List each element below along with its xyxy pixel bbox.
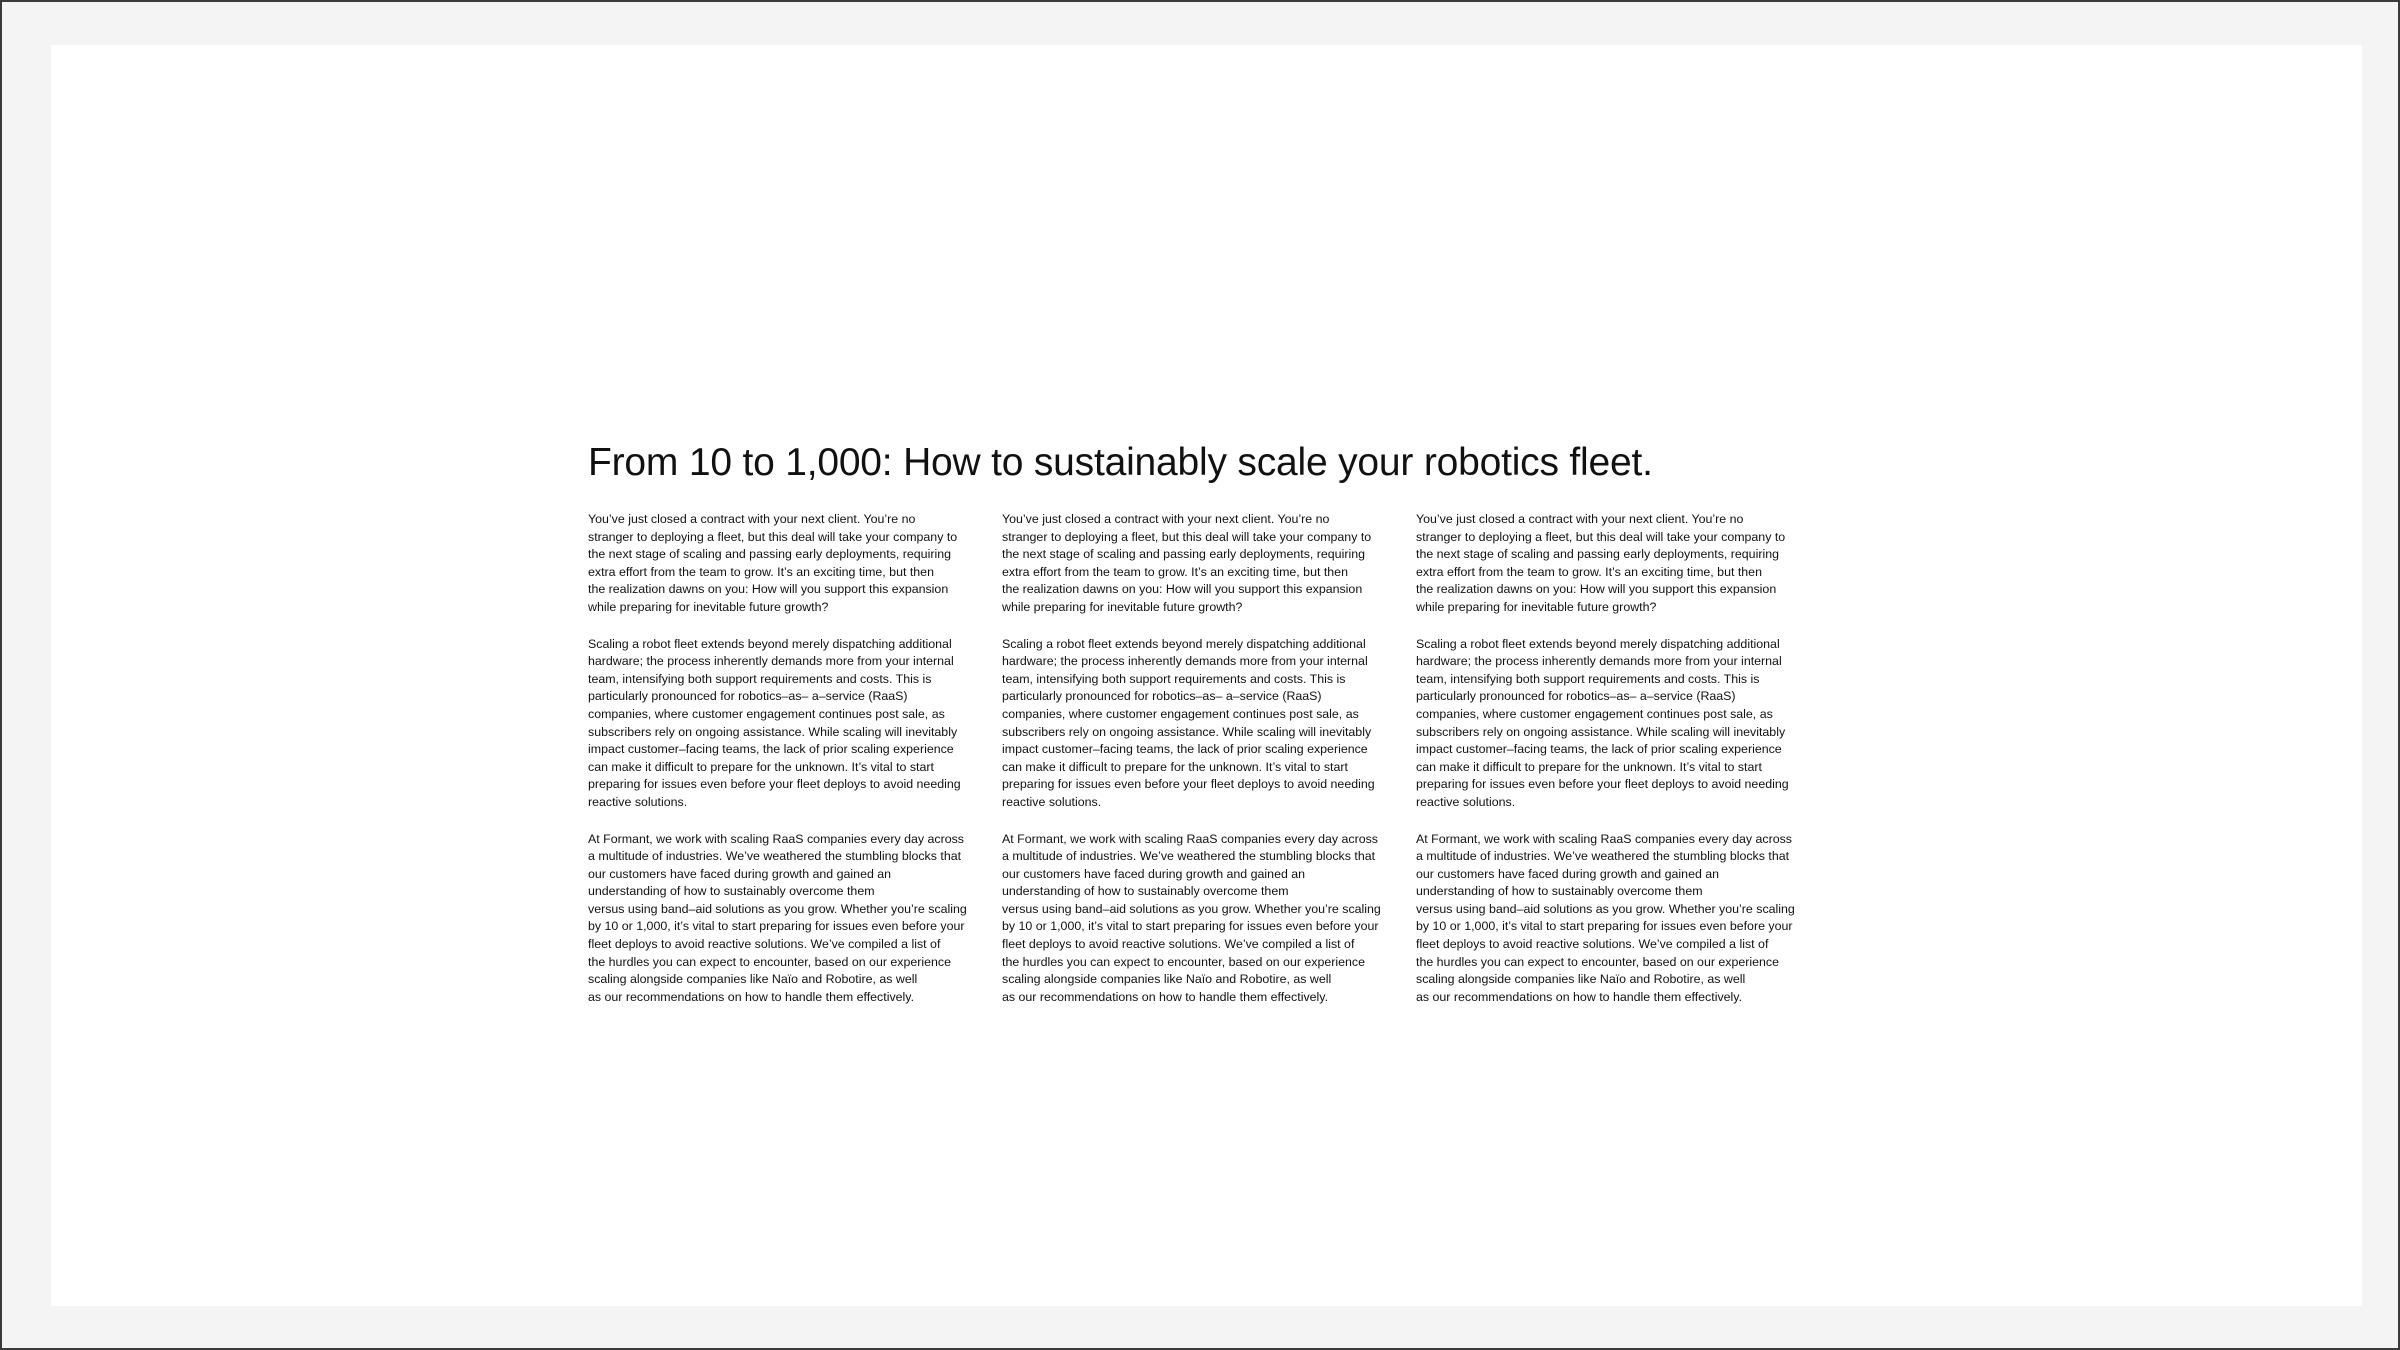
- paragraph-line: the next stage of scaling and passing early deployments, requiring: [1002, 547, 1365, 562]
- text-column-2: [1002, 511, 1396, 1025]
- paragraph-line: Scaling a robot fleet extends beyond merely dispatching additional: [1416, 636, 1780, 651]
- paragraph-line: as our recommendations on how to handle them effectively.: [1416, 989, 1743, 1004]
- paragraph-line: the next stage of scaling and passing early deployments, requiring: [588, 547, 951, 562]
- paragraph-line: the hurdles you can expect to encounter, based on our experience: [588, 954, 952, 969]
- paragraph-line: as our recommendations on how to handle them effectively.: [1002, 989, 1329, 1004]
- body-paragraph: [1002, 636, 1396, 812]
- paragraph-line: At Formant, we work with scaling RaaS companies every day across: [1416, 831, 1792, 846]
- paragraph-line: particularly pronounced for robotics–as– a–service (RaaS): [588, 689, 908, 704]
- text-column-3: [1416, 511, 1810, 1025]
- paragraph-line: fleet deploys to avoid reactive solutions. We’ve compiled a list of: [1002, 937, 1355, 952]
- paragraph-line: At Formant, we work with scaling RaaS companies every day across: [1002, 831, 1378, 846]
- paragraph-line: hardware; the process inherently demands more from your internal: [1416, 654, 1782, 669]
- paragraph-line: Scaling a robot fleet extends beyond merely dispatching additional: [588, 636, 952, 651]
- paragraph-line: extra effort from the team to grow. It’s an exciting time, but then: [1416, 564, 1762, 579]
- paragraph-line: impact customer–facing teams, the lack of prior scaling experience: [1416, 742, 1782, 757]
- paragraph-line: reactive solutions.: [1002, 794, 1102, 809]
- body-paragraph: [588, 636, 982, 812]
- paragraph-line: stranger to deploying a fleet, but this deal will take your company to: [1002, 529, 1372, 544]
- paragraph-line: the hurdles you can expect to encounter, based on our experience: [1002, 954, 1366, 969]
- body-paragraph: [1416, 511, 1810, 617]
- paragraph-line: stranger to deploying a fleet, but this deal will take your company to: [1416, 529, 1786, 544]
- paragraph-line: understanding of how to sustainably overcome them: [588, 884, 875, 899]
- paragraph-line: a multitude of industries. We’ve weathered the stumbling blocks that: [588, 849, 962, 864]
- paragraph-line: preparing for issues even before your fleet deploys to avoid needing: [1002, 777, 1375, 792]
- paragraph-line: can make it difficult to prepare for the unknown. It’s vital to start: [588, 759, 934, 774]
- body-paragraph: [588, 511, 982, 617]
- paragraph-line: the realization dawns on you: How will you support this expansion: [1002, 582, 1363, 597]
- paragraph-line: hardware; the process inherently demands more from your internal: [1002, 654, 1368, 669]
- paragraph-line: versus using band–aid solutions as you grow. Whether you’re scaling: [1002, 901, 1381, 916]
- paragraph-line: reactive solutions.: [1416, 794, 1516, 809]
- paragraph-line: scaling alongside companies like Naïo and Robotire, as well: [588, 972, 918, 987]
- paragraph-line: extra effort from the team to grow. It’s an exciting time, but then: [1002, 564, 1348, 579]
- paragraph-line: preparing for issues even before your fleet deploys to avoid needing: [588, 777, 961, 792]
- paragraph-line: our customers have faced during growth and gained an: [1002, 866, 1306, 881]
- paragraph-line: reactive solutions.: [588, 794, 688, 809]
- body-paragraph: [1416, 831, 1810, 1007]
- paragraph-line: while preparing for inevitable future growth?: [1002, 599, 1243, 614]
- paragraph-line: understanding of how to sustainably overcome them: [1416, 884, 1703, 899]
- paragraph-line: extra effort from the team to grow. It’s an exciting time, but then: [588, 564, 934, 579]
- paragraph-line: our customers have faced during growth and gained an: [588, 866, 892, 881]
- text-column-1: [588, 511, 982, 1025]
- paragraph-line: companies, where customer engagement continues post sale, as: [1416, 706, 1773, 721]
- paragraph-line: companies, where customer engagement continues post sale, as: [1002, 706, 1359, 721]
- paragraph-line: versus using band–aid solutions as you grow. Whether you’re scaling: [588, 901, 967, 916]
- paragraph-line: subscribers rely on ongoing assistance. While scaling will inevitably: [588, 724, 958, 739]
- paragraph-line: scaling alongside companies like Naïo and Robotire, as well: [1002, 972, 1332, 987]
- paragraph-line: team, intensifying both support requirements and costs. This is: [1002, 671, 1346, 686]
- paragraph-line: can make it difficult to prepare for the unknown. It’s vital to start: [1416, 759, 1762, 774]
- paragraph-line: subscribers rely on ongoing assistance. While scaling will inevitably: [1002, 724, 1372, 739]
- paragraph-line: while preparing for inevitable future growth?: [1416, 599, 1657, 614]
- paragraph-line: particularly pronounced for robotics–as– a–service (RaaS): [1002, 689, 1322, 704]
- paragraph-line: stranger to deploying a fleet, but this deal will take your company to: [588, 529, 958, 544]
- paragraph-line: preparing for issues even before your fleet deploys to avoid needing: [1416, 777, 1789, 792]
- paragraph-line: the next stage of scaling and passing early deployments, requiring: [1416, 547, 1779, 562]
- paragraph-line: hardware; the process inherently demands more from your internal: [588, 654, 954, 669]
- paragraph-line: impact customer–facing teams, the lack of prior scaling experience: [1002, 742, 1368, 757]
- paragraph-line: as our recommendations on how to handle them effectively.: [588, 989, 915, 1004]
- paragraph-line: the hurdles you can expect to encounter, based on our experience: [1416, 954, 1780, 969]
- paragraph-line: particularly pronounced for robotics–as– a–service (RaaS): [1416, 689, 1736, 704]
- paragraph-line: You’ve just closed a contract with your next client. You’re no: [1416, 512, 1744, 526]
- paragraph-line: team, intensifying both support requirements and costs. This is: [1416, 671, 1760, 686]
- paragraph-line: by 10 or 1,000, it’s vital to start preparing for issues even before your: [588, 919, 965, 934]
- paragraph-line: Scaling a robot fleet extends beyond merely dispatching additional: [1002, 636, 1366, 651]
- paragraph-line: At Formant, we work with scaling RaaS companies every day across: [588, 831, 964, 846]
- paragraph-line: You’ve just closed a contract with your next client. You’re no: [588, 512, 916, 526]
- paragraph-line: the realization dawns on you: How will you support this expansion: [1416, 582, 1777, 597]
- paragraph-line: subscribers rely on ongoing assistance. While scaling will inevitably: [1416, 724, 1786, 739]
- body-paragraph: [588, 831, 982, 1007]
- paragraph-line: by 10 or 1,000, it’s vital to start preparing for issues even before your: [1002, 919, 1379, 934]
- paragraph-line: while preparing for inevitable future growth?: [588, 599, 829, 614]
- paragraph-line: companies, where customer engagement continues post sale, as: [588, 706, 945, 721]
- document-title: From 10 to 1,000: How to sustainably scale your robotics fleet.: [588, 441, 1653, 484]
- body-paragraph: [1416, 636, 1810, 812]
- paragraph-line: can make it difficult to prepare for the unknown. It’s vital to start: [1002, 759, 1348, 774]
- document-page: [51, 45, 2362, 1306]
- paragraph-line: understanding of how to sustainably overcome them: [1002, 884, 1289, 899]
- paragraph-line: team, intensifying both support requirements and costs. This is: [588, 671, 932, 686]
- body-paragraph: [1002, 511, 1396, 617]
- body-paragraph: [1002, 831, 1396, 1007]
- paragraph-line: versus using band–aid solutions as you grow. Whether you’re scaling: [1416, 901, 1795, 916]
- paragraph-line: a multitude of industries. We’ve weathered the stumbling blocks that: [1002, 849, 1376, 864]
- text-columns: [588, 511, 1810, 1025]
- paragraph-line: scaling alongside companies like Naïo and Robotire, as well: [1416, 972, 1746, 987]
- paragraph-line: a multitude of industries. We’ve weathered the stumbling blocks that: [1416, 849, 1790, 864]
- paragraph-line: You’ve just closed a contract with your next client. You’re no: [1002, 512, 1330, 526]
- paragraph-line: impact customer–facing teams, the lack of prior scaling experience: [588, 742, 954, 757]
- paragraph-line: fleet deploys to avoid reactive solutions. We’ve compiled a list of: [588, 937, 941, 952]
- paragraph-line: our customers have faced during growth and gained an: [1416, 866, 1720, 881]
- paragraph-line: by 10 or 1,000, it’s vital to start preparing for issues even before your: [1416, 919, 1793, 934]
- paragraph-line: the realization dawns on you: How will you support this expansion: [588, 582, 949, 597]
- paragraph-line: fleet deploys to avoid reactive solutions. We’ve compiled a list of: [1416, 937, 1769, 952]
